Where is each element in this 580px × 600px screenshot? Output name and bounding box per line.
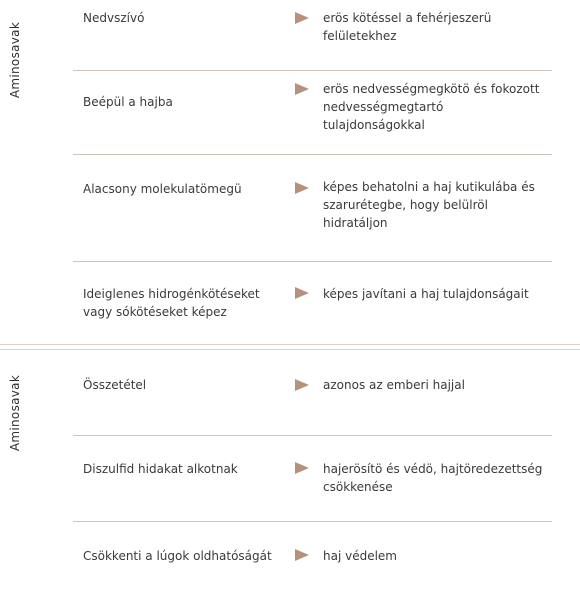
section-label-text: Aminosavak <box>8 21 23 99</box>
benefits-section-2 <box>0 350 580 600</box>
section-divider <box>0 344 580 345</box>
table-row <box>73 262 552 334</box>
section-side-label <box>3 20 27 100</box>
benefit-text: képes behatolni a haj kutikulába és szarurétegbe, hogy belülröl hidratáljon <box>323 180 535 230</box>
benefit-text: erös kötéssel a fehérjeszerü felületekhez <box>323 11 492 43</box>
table-row <box>73 522 552 600</box>
triangle-right-icon <box>295 12 309 24</box>
triangle-right-icon <box>295 83 309 95</box>
triangle-right-icon <box>295 287 309 299</box>
triangle-right-icon <box>295 462 309 474</box>
triangle-right-icon <box>295 379 309 391</box>
table-row <box>73 436 552 522</box>
property-text: Csökkenti a lúgok oldhatóságát <box>83 549 272 563</box>
triangle-right-icon <box>295 549 309 561</box>
property-text: Diszulfid hidakat alkotnak <box>83 462 238 476</box>
section-label-text: Aminosavak <box>8 374 23 452</box>
benefit-text: haj védelem <box>323 549 397 563</box>
benefit-text: azonos az emberi hajjal <box>323 378 465 392</box>
table-row <box>73 0 552 71</box>
property-text: Beépül a hajba <box>83 95 173 109</box>
property-text: Ideiglenes hidrogénkötéseket vagy sókötéseket képez <box>83 287 260 319</box>
property-text: Alacsony molekulatömegü <box>83 182 242 196</box>
property-text: Nedvszívó <box>83 11 145 25</box>
triangle-right-icon <box>295 182 309 194</box>
table-row <box>73 155 552 262</box>
property-text: Összetétel <box>83 378 147 392</box>
benefit-text: képes javítani a haj tulajdonságait <box>323 287 529 301</box>
benefit-text: hajerösítö és védö, hajtöredezettség csökkenése <box>323 462 543 494</box>
benefit-text: erös nedvességmegkötö és fokozott nedvességmegtartó tulajdonságokkal <box>323 82 540 132</box>
table-row <box>73 71 552 155</box>
section-side-label <box>3 368 27 458</box>
table-row <box>73 350 552 436</box>
